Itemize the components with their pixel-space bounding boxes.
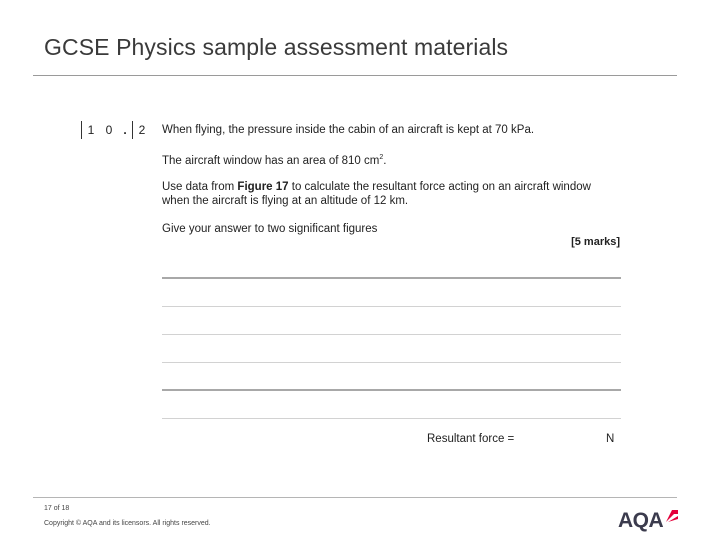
page-title: GCSE Physics sample assessment materials — [44, 34, 509, 60]
area-superscript: 2 — [379, 154, 384, 161]
page-number: 17 of 18 — [44, 505, 70, 512]
resultant-force-unit: N — [606, 433, 615, 445]
question-line-instruction — [162, 180, 591, 194]
question-dot: . — [123, 123, 127, 137]
figure-reference: Figure 17 — [237, 181, 289, 193]
instruction-start: Use data from — [162, 181, 238, 193]
title-divider — [33, 75, 677, 76]
question-line-sig-figs: Give your answer to two significant figures — [162, 223, 378, 235]
answer-line[interactable] — [162, 418, 621, 419]
question-number — [81, 121, 151, 139]
marks-label: [5 marks] — [571, 236, 620, 248]
footer-divider — [33, 497, 677, 498]
question-line-area — [162, 151, 386, 168]
question-digit-2: 0 — [105, 123, 113, 137]
copyright-notice: Copyright © AQA and its licensors. All rights reserved. — [44, 520, 211, 527]
question-digit-1: 1 — [87, 123, 95, 137]
answer-line[interactable] — [162, 362, 621, 363]
answer-line[interactable] — [162, 389, 621, 391]
aqa-logo — [618, 507, 679, 531]
area-period: . — [383, 154, 387, 167]
question-line-altitude: when the aircraft is flying at an altitude of 12 km. — [162, 195, 409, 207]
question-line-pressure: When flying, the pressure inside the cabin of an aircraft is kept at 70 kPa. — [162, 124, 535, 136]
logo-text: AQA — [618, 509, 664, 532]
resultant-force-label: Resultant force = — [427, 433, 515, 445]
instruction-end: to calculate the resultant force acting on an aircraft window — [288, 181, 591, 193]
answer-line[interactable] — [162, 277, 621, 279]
question-digit-3: 2 — [138, 123, 146, 137]
answer-line[interactable] — [162, 334, 621, 335]
area-text: The aircraft window has an area of 810 cm — [162, 154, 380, 167]
logo-swoosh-icon — [665, 509, 679, 523]
answer-line[interactable] — [162, 306, 621, 307]
